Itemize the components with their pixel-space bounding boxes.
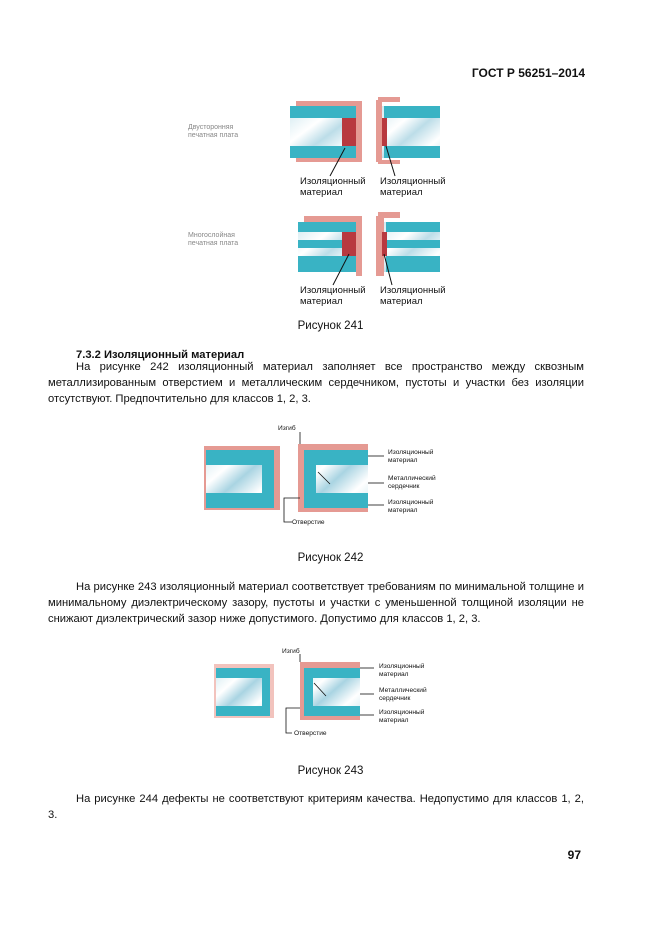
multilayer-board-label: Многослойная печатная плата [188, 232, 239, 247]
figure-241-caption: Рисунок 241 [297, 320, 364, 332]
paragraph-2: На рисунке 243 изоляционный материал соответствует требованиям по минимальной толщине и минимальному диэлектрическому зазору, пустоты и участки с уменьшенной толщиной изоляции не снижают диэлектрический зазор ниже допустимого. Допустимо для классов 1, 2, 3. [48, 581, 584, 625]
fig243-insulation-bottom-label: Изоляционный материал [379, 709, 425, 724]
fig243-left-shape [214, 664, 274, 718]
fig243-bend-label: Изгиб [282, 648, 300, 655]
fig241-label-bottom-right: Изоляционный материал [380, 285, 446, 307]
fig241-label-top-left: Изоляционный материал [300, 176, 366, 198]
paragraph-1: На рисунке 242 изоляционный материал заполняет все пространство между сквозным металлизированным отверстием и металлическим сердечником, пустоты и участки без изоляции отсутствуют. Предпочтительно для классов 1, 2, 3. [48, 361, 584, 405]
fig242-hole-label: Отверстие [292, 519, 325, 526]
fig241-label-top-right: Изоляционный материал [380, 176, 446, 198]
fig242-insulation-top-label: Изоляционный материал [388, 449, 434, 464]
fig243-hole-label: Отверстие [294, 730, 327, 737]
fig242-core-label: Металлический сердечник [388, 475, 436, 490]
fig243-core-label: Металлический сердечник [379, 687, 427, 702]
fig243-insulation-top-label: Изоляционный материал [379, 663, 425, 678]
fig243-right-shape [300, 662, 360, 720]
paragraph-3: На рисунке 244 дефекты не соответствуют критериям качества. Недопустимо для классов 1, 2, 3. [48, 793, 584, 821]
figure-242-caption: Рисунок 242 [297, 552, 364, 564]
figure-243-caption: Рисунок 243 [297, 765, 364, 777]
fig242-bend-label: Изгиб [278, 425, 296, 432]
document-code: ГОСТ Р 56251–2014 [471, 66, 585, 80]
section-heading: 7.3.2 Изоляционный материал [76, 349, 245, 361]
page-number: 97 [567, 848, 581, 862]
double-sided-board-label: Двусторонняя печатная плата [188, 124, 239, 139]
fig242-insulation-bottom-label: Изоляционный материал [388, 499, 434, 514]
fig241-label-bottom-left: Изоляционный материал [300, 285, 366, 307]
